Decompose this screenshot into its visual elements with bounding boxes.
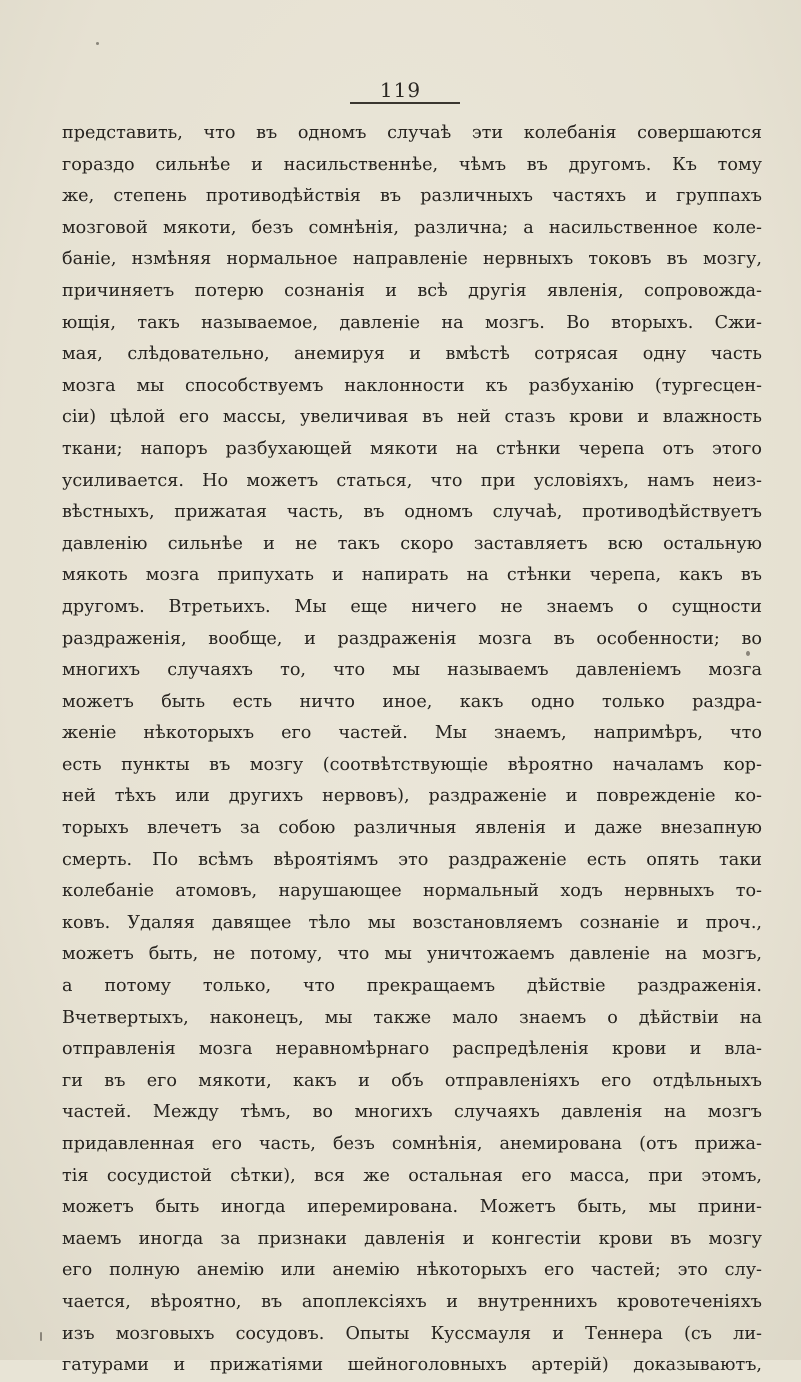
text-line: же, степень противодѣйствія въ различныхъ частяхъ и группахъ bbox=[62, 186, 762, 207]
text-line: гатурами и прижатіями шейноголовныхъ артерій) доказываютъ, bbox=[62, 1355, 762, 1376]
text-line: колебаніе атомовъ, нарушающее нормальный ходъ нервныхъ то- bbox=[62, 881, 762, 902]
text-line: торыхъ влечетъ за собою различныя явленія и даже внезапную bbox=[62, 818, 762, 839]
text-line: можетъ быть есть ничто иное, какъ одно только раздра- bbox=[62, 691, 762, 712]
text-line: давленію сильнѣе и не такъ скоро заставляетъ всю остальную bbox=[62, 533, 762, 554]
page-number: 119 bbox=[379, 78, 422, 102]
body-text bbox=[62, 118, 762, 1382]
text-line: представить, что въ одномъ случаѣ эти колебанія совершаются bbox=[62, 123, 762, 143]
text-line: ковъ. Удаляя давящее тѣло мы возстановляемъ сознаніе и проч., bbox=[62, 912, 762, 933]
text-line: гораздо сильнѣе и насильственнѣе, чѣмъ въ другомъ. Къ тому bbox=[62, 154, 762, 175]
text-line: Вчетвертыхъ, наконецъ, мы также мало знаемъ о дѣйствіи на bbox=[62, 1007, 762, 1028]
text-line: частей. Между тѣмъ, во многихъ случаяхъ давленія на мозгъ bbox=[62, 1102, 762, 1123]
text-line: можетъ быть, не потому, что мы уничтожаемъ давленіе на мозгъ, bbox=[62, 944, 762, 965]
text-line: женіе нѣкоторыхъ его частей. Мы знаемъ, напримѣръ, что bbox=[62, 723, 762, 744]
text-line: мозговой мякоти, безъ сомнѣнія, различна; а насильственное коле- bbox=[62, 217, 762, 238]
text-line: мякоть мозга припухать и напирать на стѣнки черепа, какъ въ bbox=[62, 565, 762, 586]
paper-speck bbox=[40, 1332, 42, 1341]
text-line: чается, вѣроятно, въ апоплексіяхъ и внутреннихъ кровотеченіяхъ bbox=[62, 1291, 762, 1312]
text-line: тія сосудистой сѣтки), вся же остальная его масса, при этомъ, bbox=[62, 1165, 762, 1186]
text-line: мая, слѣдовательно, анемируя и вмѣстѣ сотрясая одну часть bbox=[62, 344, 762, 365]
text-line: причиняетъ потерю сознанія и всѣ другія явленія, сопровожда- bbox=[62, 280, 762, 301]
text-line: изъ мозговыхъ сосудовъ. Опыты Куссмауля и Теннера (съ ли- bbox=[62, 1323, 762, 1344]
text-line: есть пункты въ мозгу (соотвѣтствующіе вѣроятно началамъ кор- bbox=[62, 754, 762, 775]
text-line: маемъ иногда за признаки давленія и конгестіи крови въ мозгу bbox=[62, 1228, 762, 1249]
text-line: ней тѣхъ или другихъ нервовъ), раздраженіе и поврежденіе ко- bbox=[62, 786, 762, 807]
text-line: вѣстныхъ, прижатая часть, въ одномъ случаѣ, противодѣйствуетъ bbox=[62, 502, 762, 523]
text-line: ги въ его мякоти, какъ и объ отправленіяхъ его отдѣльныхъ bbox=[62, 1070, 762, 1091]
text-line: его полную анемію или анемію нѣкоторыхъ его частей; это слу- bbox=[62, 1260, 762, 1281]
text-line: сіи) цѣлой его массы, увеличивая въ ней стазъ крови и влажность bbox=[62, 407, 762, 428]
paper-speck bbox=[746, 651, 750, 656]
text-line: баніе, нзмѣняя нормальное направленіе нервныхъ токовъ въ мозгу, bbox=[62, 249, 762, 270]
text-line: а потому только, что прекращаемъ дѣйствіе раздраженія. bbox=[62, 976, 762, 997]
text-line: многихъ случаяхъ то, что мы называемъ давленіемъ мозга bbox=[62, 660, 762, 681]
text-line: другомъ. Втретьихъ. Мы еще ничего не знаемъ о сущности bbox=[62, 596, 762, 617]
text-line: придавленная его часть, безъ сомнѣнія, анемирована (отъ прижа- bbox=[62, 1134, 762, 1154]
text-line: усиливается. Но можетъ статься, что при условіяхъ, намъ неиз- bbox=[62, 470, 762, 491]
text-line: ющія, такъ называемое, давленіе на мозгъ. Во вторыхъ. Сжи- bbox=[62, 312, 762, 333]
text-line: смерть. По всѣмъ вѣроятіямъ это раздраженіе есть опять таки bbox=[62, 849, 762, 870]
text-line: можетъ быть иногда иперемирована. Можетъ быть, мы прини- bbox=[62, 1197, 762, 1218]
paper-speck bbox=[96, 42, 99, 45]
text-line: мозга мы способствуемъ наклонности къ разбуханію (тургесцен- bbox=[62, 375, 762, 396]
text-line: раздраженія, вообще, и раздраженія мозга въ особенности; во bbox=[62, 628, 762, 649]
page-number-rule bbox=[350, 102, 460, 104]
text-line: отправленія мозга неравномѣрнаго распредѣленія крови и вла- bbox=[62, 1039, 762, 1060]
text-line: ткани; напоръ разбухающей мякоти на стѣнки черепа отъ этого bbox=[62, 438, 762, 459]
